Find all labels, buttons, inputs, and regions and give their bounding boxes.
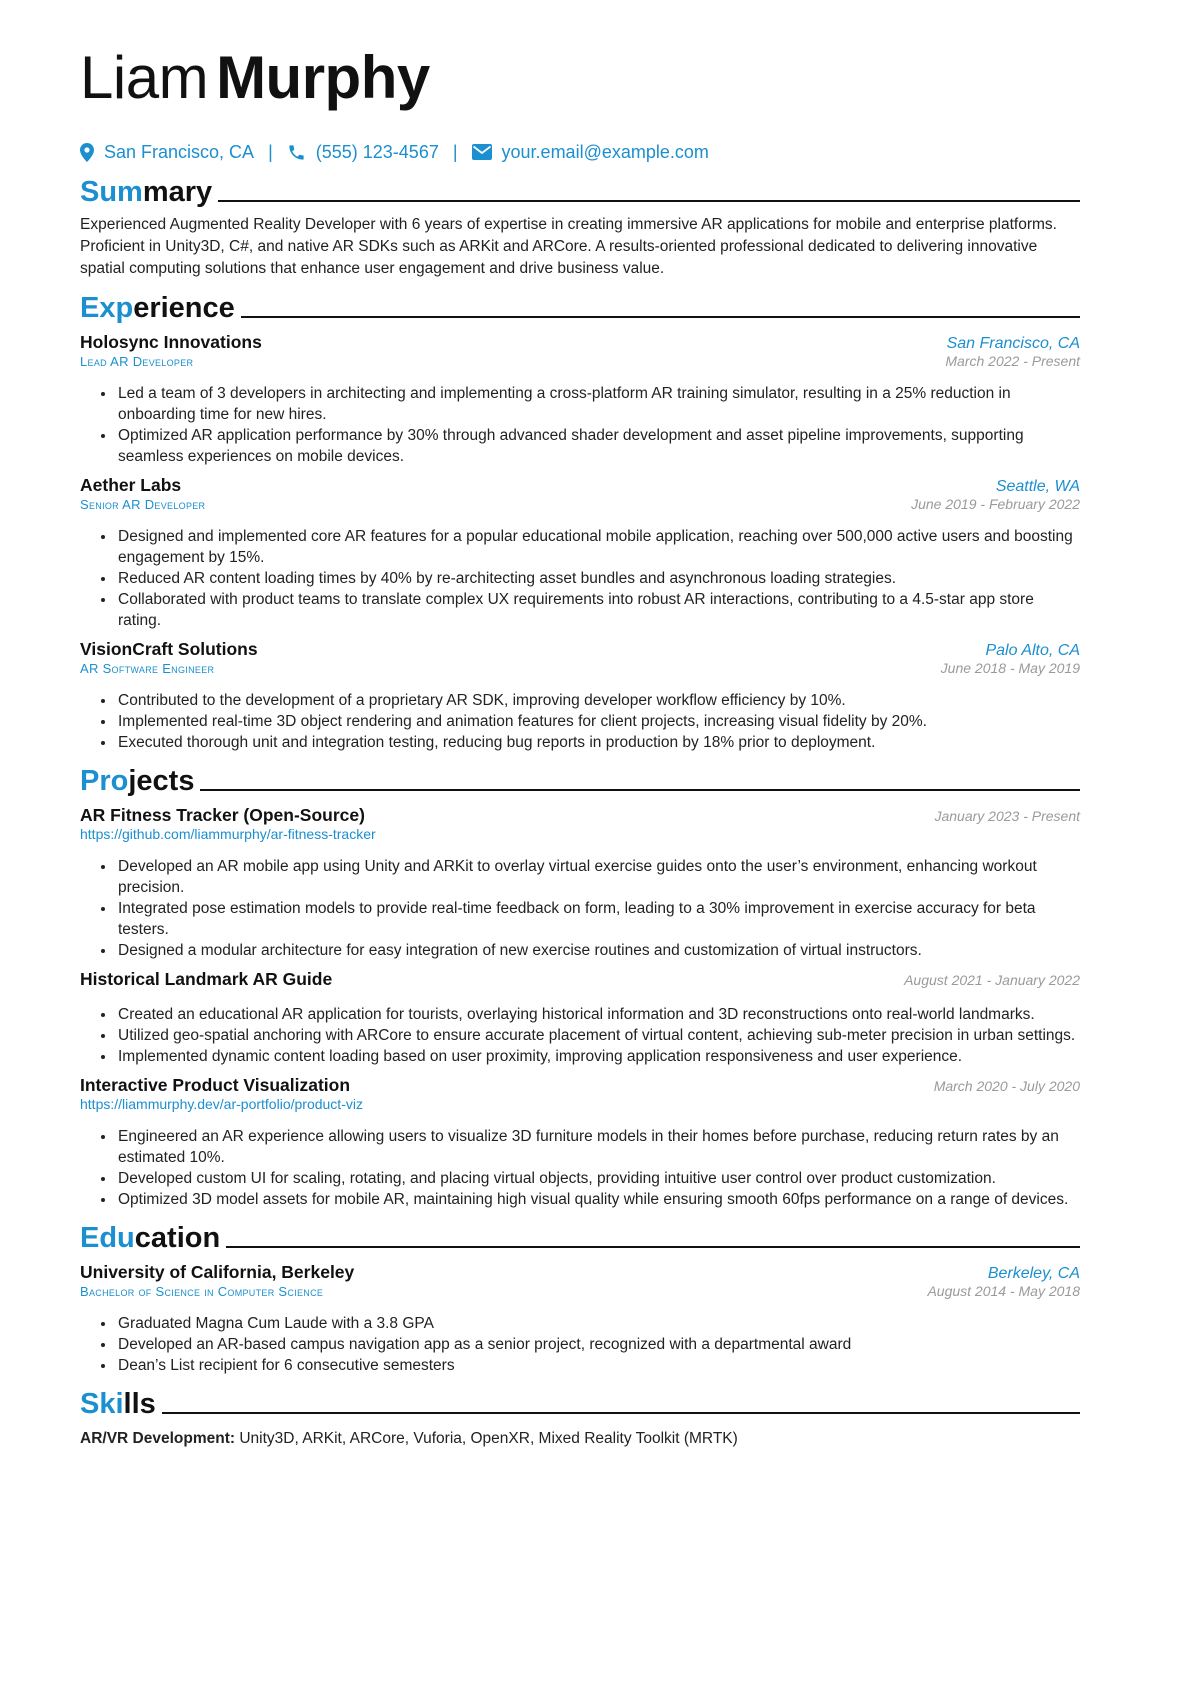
bullet-item: • Implemented real-time 3D object rendering and animation features for client projects, increasing visual fidelity by 20%. [116,711,1080,732]
project-name: Historical Landmark AR Guide [80,969,333,989]
section-rule [241,316,1080,318]
section-rule [162,1412,1080,1414]
bullet-list [80,1126,1080,1210]
section-title: Projects [80,765,195,797]
experience-entry [80,475,1080,631]
company-name: VisionCraft Solutions [80,639,258,659]
last-name: Murphy [216,44,430,111]
project-link[interactable]: https://github.com/liammurphy/ar-fitness-tracker [80,826,376,842]
degree: Bachelor of Science in Computer Science [80,1284,324,1299]
bullet-list [80,1004,1080,1067]
bullet-item: • Graduated Magna Cum Laude with a 3.8 GPA [116,1313,1080,1334]
candidate-name [80,40,1080,116]
job-dates: June 2018 - May 2019 [940,660,1080,676]
contact-location [80,142,254,163]
bullet-item: • Reduced AR content loading times by 40% by re-architecting asset bundles and asynchronous loading strategies. [116,568,1080,589]
skill-category: AR/VR Development: [80,1430,236,1447]
project-dates: August 2021 - January 2022 [904,972,1080,988]
contact-bar [80,140,1080,164]
bullet-item: • Contributed to the development of a proprietary AR SDK, improving developer workflow efficiency by 10%. [116,690,1080,711]
section-rule [200,789,1080,791]
bullet-item: • Developed an AR-based campus navigation app as a senior project, recognized with a departmental award [116,1334,1080,1355]
job-location: San Francisco, CA [946,335,1080,352]
phone-icon [287,143,306,162]
job-dates: March 2022 - Present [945,353,1080,369]
company-name: Aether Labs [80,475,182,495]
job-role: Lead AR Developer [80,354,194,369]
project-entry [80,805,1080,961]
school-name: University of California, Berkeley [80,1262,355,1282]
contact-separator: | [452,141,458,162]
experience-entry [80,332,1080,467]
section-skills-heading [80,1388,1080,1420]
phone-text: (555) 123-4567 [315,141,439,162]
job-location: Palo Alto, CA [985,642,1080,659]
education-dates: August 2014 - May 2018 [927,1283,1080,1299]
section-title: Education [80,1222,221,1254]
skill-values: Unity3D, ARKit, ARCore, Vuforia, OpenXR, Mixed Reality Toolkit (MRTK) [239,1430,738,1447]
bullet-list [80,856,1080,961]
school-location: Berkeley, CA [987,1265,1080,1282]
project-dates: January 2023 - Present [934,808,1080,824]
experience-entry [80,639,1080,753]
bullet-item: • Executed thorough unit and integration testing, reducing bug reports in production by 18% prior to deployment. [116,732,1080,753]
project-name: Interactive Product Visualization [80,1075,351,1095]
bullet-item: • Designed a modular architecture for easy integration of new exercise routines and customization of virtual instructors. [116,940,1080,961]
email-text: your.email@example.com [501,141,709,162]
bullet-item: • Optimized 3D model assets for mobile AR, maintaining high visual quality while ensuring smooth 60fps performance on a range of devices. [116,1189,1080,1210]
bullet-item: • Created an educational AR application for tourists, overlaying historical information and 3D reconstructions onto real-world landmarks. [116,1004,1080,1025]
bullet-item: • Collaborated with product teams to translate complex UX requirements into robust AR interactions, contributing to a 4.5-star app store rating. [116,589,1080,631]
job-role: Senior AR Developer [80,497,206,512]
project-link[interactable]: https://liammurphy.dev/ar-portfolio/product-viz [80,1096,363,1112]
project-entry [80,969,1080,1067]
section-title: Skills [80,1388,156,1420]
bullet-item: • Developed custom UI for scaling, rotating, and placing virtual objects, providing intuitive user control over product customization. [116,1168,1080,1189]
section-title: Summary [80,176,213,208]
bullet-item: • Optimized AR application performance by 30% through advanced shader development and asset pipeline improvements, supporting seamless experiences on mobile devices. [116,425,1080,467]
job-location: Seattle, WA [995,478,1080,495]
contact-separator: | [268,141,273,162]
envelope-icon [472,144,492,160]
bullet-item: • Dean’s List recipient for 6 consecutive semesters [116,1355,1080,1376]
bullet-item: • Led a team of 3 developers in architecting and implementing a cross-platform AR training simulator, resulting in a 25% reduction in onboarding time for new hires. [116,383,1080,425]
location-text: San Francisco, CA [104,141,255,162]
company-name: Holosync Innovations [80,332,262,352]
project-dates: March 2020 - July 2020 [933,1078,1080,1094]
job-dates: June 2019 - February 2022 [911,496,1080,512]
project-name: AR Fitness Tracker (Open-Source) [80,805,365,825]
bullet-item: • Integrated pose estimation models to provide real-time feedback on form, leading to a 30% improvement in exercise accuracy for beta testers. [116,898,1080,940]
bullet-item: • Designed and implemented core AR features for a popular educational mobile application, reaching over 500,000 active users and boosting engagement by 15%. [116,526,1080,568]
bullet-list [80,383,1080,467]
project-entry [80,1075,1080,1210]
section-title: Experience [80,292,235,324]
skills-line [80,1430,1080,1448]
bullet-list [80,1313,1080,1376]
section-rule [226,1246,1080,1248]
bullet-item: • Utilized geo-spatial anchoring with ARCore to ensure accurate placement of virtual content, achieving sub-meter precision in urban settings. [116,1025,1080,1046]
bullet-item: • Developed an AR mobile app using Unity and ARKit to overlay virtual exercise guides onto the user’s environment, enhancing workout precision. [116,856,1080,898]
bullet-item: • Implemented dynamic content loading based on user proximity, improving application responsiveness and user experience. [116,1046,1080,1067]
education-entry [80,1262,1080,1376]
section-education-heading [80,1222,1080,1254]
section-summary-heading [80,176,1080,208]
contact-phone[interactable] [287,142,439,163]
contact-email[interactable] [472,142,709,163]
first-name: Liam [80,44,209,111]
section-rule [218,200,1080,202]
bullet-list [80,526,1080,631]
bullet-item: • Engineered an AR experience allowing users to visualize 3D furniture models in their homes before purchase, reducing return rates by an estimated 10%. [116,1126,1080,1168]
job-role: AR Software Engineer [80,661,215,676]
bullet-list [80,690,1080,753]
summary-text: Experienced Augmented Reality Developer with 6 years of expertise in creating immersive AR applications for mobile and enterprise platforms. Proficient in Unity3D, C#, and native AR SDKs such as ARKit and ARCore. A results-oriented professional dedicated to delivering innovative spatial computing solutions that enhance user engagement and drive business value. [80,216,1057,277]
section-projects-heading [80,765,1080,797]
section-experience-heading [80,292,1080,324]
map-pin-icon [80,143,94,162]
